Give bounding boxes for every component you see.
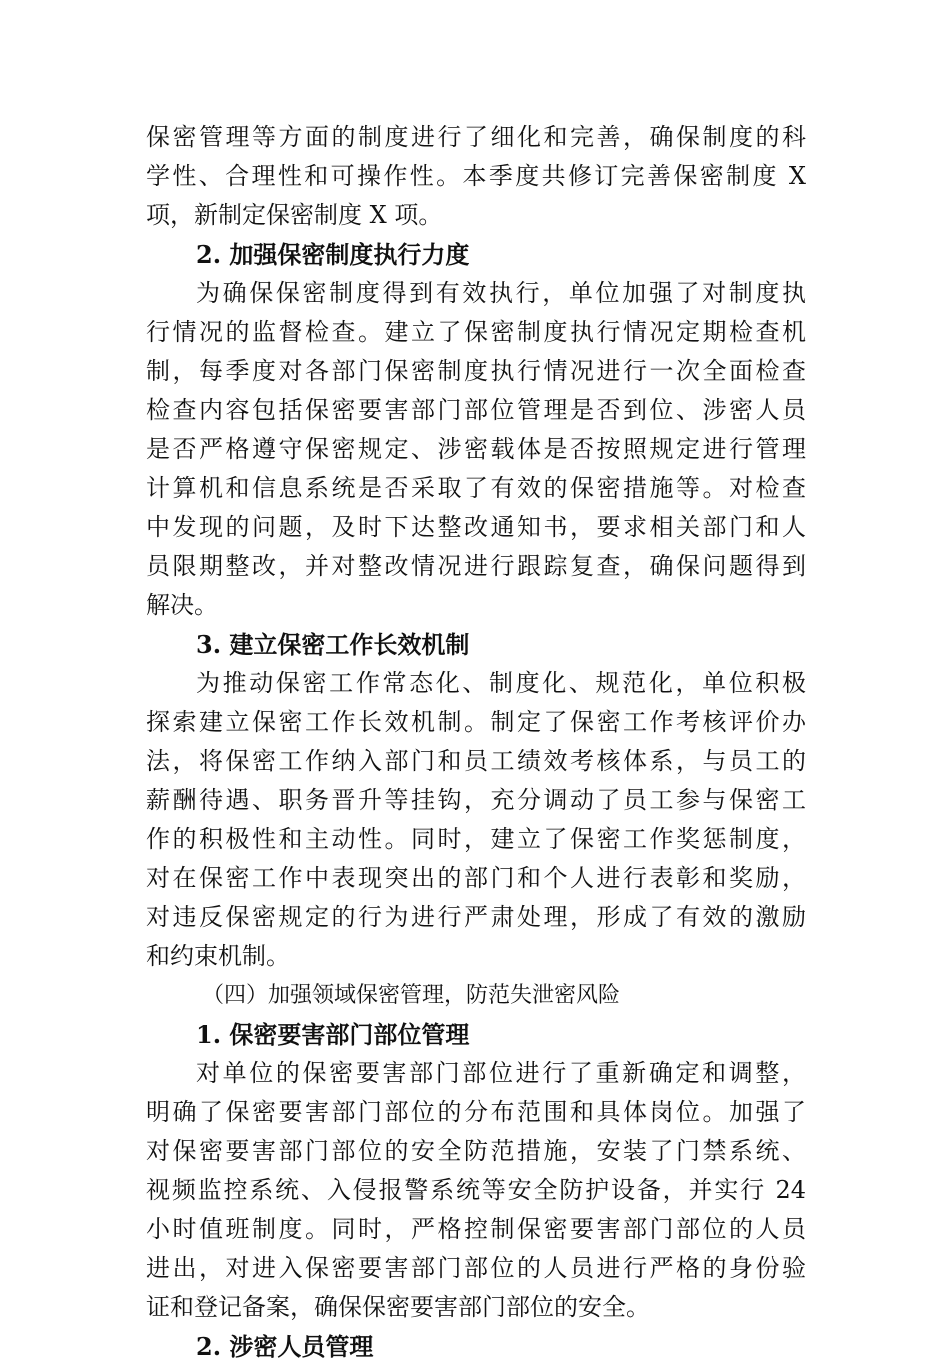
text-line: 是否严格遵守保密规定、涉密载体是否按照规定进行管理 [146,435,806,463]
text-line: 对单位的保密要害部门部位进行了重新确定和调整， [196,1059,806,1087]
text-line: 探索建立保密工作长效机制。制定了保密工作考核评价办 [146,708,806,736]
text-line: 保密管理等方面的制度进行了细化和完善，确保制度的科 [146,123,806,151]
text-line: 为推动保密工作常态化、制度化、规范化，单位积极 [196,669,806,697]
text-line: 小时值班制度。同时，严格控制保密要害部门部位的人员 [146,1215,806,1243]
text-line: 法，将保密工作纳入部门和员工绩效考核体系，与员工的 [146,747,806,775]
document-page [146,118,806,1366]
text-line: 证和登记备案，确保保密要害部门部位的安全。 [146,1293,650,1321]
subsection-heading: （四）加强领域保密管理，防范失泄密风险 [202,983,621,1008]
text-line: 对在保密工作中表现突出的部门和个人进行表彰和奖励， [146,864,806,892]
text-line: 行情况的监督检查。建立了保密制度执行情况定期检查机 [146,318,806,346]
text-line: 为确保保密制度得到有效执行，单位加强了对制度执 [196,279,806,307]
text-line: 薪酬待遇、职务晋升等挂钩，充分调动了员工参与保密工 [146,786,806,814]
section-heading: 2. 加强保密制度执行力度 [196,240,470,269]
text-line: 制，每季度对各部门保密制度执行情况进行一次全面检查 [146,357,806,385]
text-line: 明确了保密要害部门部位的分布范围和具体岗位。加强了 [146,1098,806,1126]
section-heading: 3. 建立保密工作长效机制 [196,630,470,659]
text-line: 解决。 [146,591,218,619]
text-line: 视频监控系统、入侵报警系统等安全防护设备，并实行 24 [146,1176,806,1204]
text-line: 和约束机制。 [146,942,290,970]
section-heading: 1. 保密要害部门部位管理 [196,1020,470,1049]
text-line: 进出，对进入保密要害部门部位的人员进行严格的身份验 [146,1254,806,1282]
text-line: 中发现的问题，及时下达整改通知书，要求相关部门和人 [146,513,806,541]
text-line: 检查内容包括保密要害部门部位管理是否到位、涉密人员 [146,396,806,424]
section-heading: 2. 涉密人员管理 [196,1332,374,1361]
text-line: 学性、合理性和可操作性。本季度共修订完善保密制度 X [146,162,806,190]
text-line: 员限期整改，并对整改情况进行跟踪复查，确保问题得到 [146,552,806,580]
text-line: 计算机和信息系统是否采取了有效的保密措施等。对检查 [146,474,806,502]
text-line: 项，新制定保密制度 X 项。 [146,201,443,229]
text-line: 对违反保密规定的行为进行严肃处理，形成了有效的激励 [146,903,806,931]
text-line: 对保密要害部门部位的安全防范措施，安装了门禁系统、 [146,1137,806,1165]
text-line: 作的积极性和主动性。同时，建立了保密工作奖惩制度， [146,825,806,853]
